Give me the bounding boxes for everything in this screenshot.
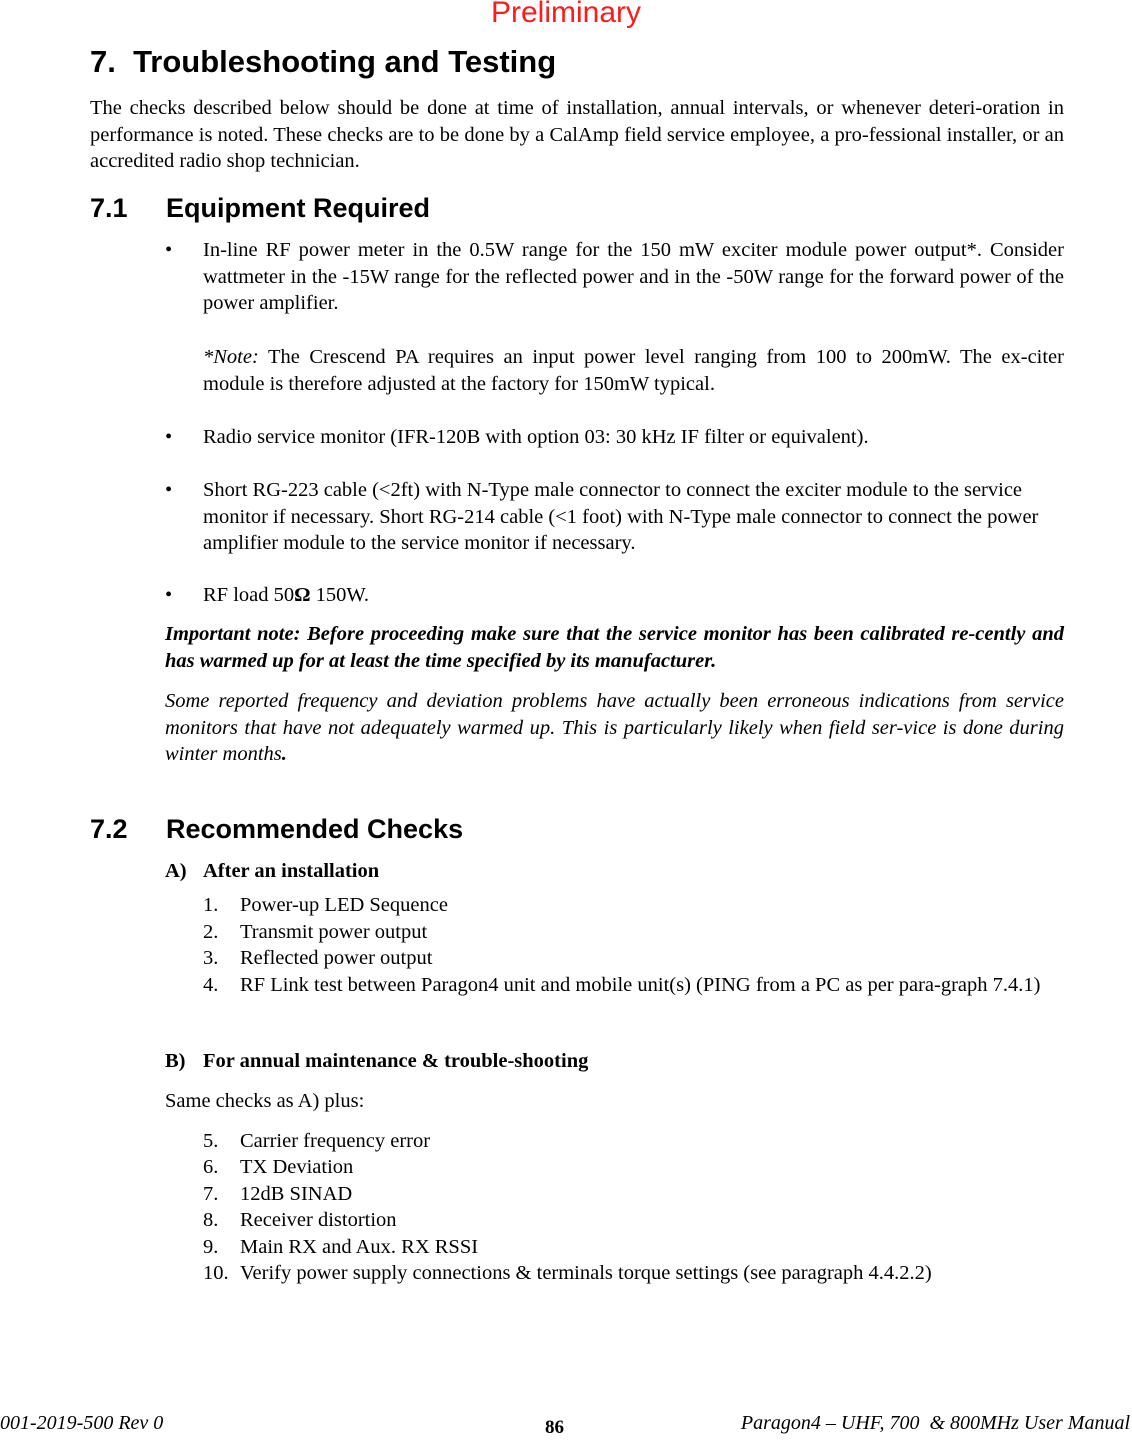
part-b-intro: Same checks as A) plus:	[165, 1090, 365, 1112]
bullet-dot-icon: •	[165, 239, 173, 261]
item-number: 7.	[203, 1183, 219, 1205]
bullet-item	[165, 582, 1064, 609]
list-item	[203, 919, 1064, 946]
bullet-text-load	[203, 582, 1064, 609]
list-item	[203, 1154, 1064, 1181]
part-title: After an installation	[203, 860, 380, 882]
bullet-dot-icon: •	[165, 584, 173, 606]
bullet-text: Radio service monitor (IFR-120B with option 03: 30 kHz IF filter or equivalent).	[203, 426, 869, 448]
ohm-symbol: Ω	[294, 584, 311, 606]
bullet-dot-icon: •	[165, 426, 173, 448]
item-number: 5.	[203, 1130, 219, 1152]
part-label: B)	[165, 1050, 186, 1072]
item-number: 2.	[203, 921, 219, 943]
item-text: Verify power supply connections & terminals torque settings (see paragraph 4.4.2.2)	[240, 1262, 932, 1284]
bullet-item	[165, 424, 1064, 451]
list-item	[203, 1128, 1064, 1155]
bullet-dot-icon: •	[165, 479, 173, 501]
bullet-item	[165, 237, 1064, 317]
item-text: RF Link test between Paragon4 unit and mobile unit(s) (PING from a PC as per para-graph 7.4.1)	[240, 974, 1041, 996]
item-number: 9.	[203, 1236, 219, 1258]
list-item	[203, 1234, 1064, 1261]
item-text: Main RX and Aux. RX RSSI	[240, 1236, 479, 1258]
item-number: 3.	[203, 947, 219, 969]
warning-paragraph	[165, 688, 1064, 768]
item-number: 4.	[203, 974, 219, 996]
bullet-text: In-line RF power meter in the 0.5W range for the 150 mW exciter module power output*. Consider wattmeter in the -15W range for the reflected power and in the -50W range for the forward power of the power amplifier.	[203, 239, 1064, 314]
item-text: Carrier frequency error	[240, 1130, 431, 1152]
note-paragraph	[203, 344, 1064, 397]
list-item	[203, 945, 1064, 972]
footer-page-number: 86	[545, 1417, 564, 1438]
item-text: TX Deviation	[240, 1156, 354, 1178]
section-title: Equipment Required	[166, 193, 431, 223]
load-rating: 150W.	[310, 584, 370, 606]
bullet-text: Short RG-223 cable (<2ft) with N-Type male connector to connect the exciter module to the service monitor if necessary. Short RG-214 cable (<1 foot) with N-Type male connector to connect the power amplifier module to the service monitor if necessary.	[203, 479, 1039, 554]
list-item	[203, 892, 1064, 919]
item-text: Receiver distortion	[240, 1209, 397, 1231]
warning-period: .	[281, 743, 287, 765]
important-note: Important note: Before proceeding make sure that the service monitor has been calibrated re-cently and has warmed up for at least the time specified by its manufacturer.	[165, 623, 1064, 672]
part-title: For annual maintenance & trouble-shooting	[203, 1050, 589, 1072]
warning-text: Some reported frequency and deviation problems have actually been erroneous indications from service monitors that have not adequately warmed up. This is particularly likely when field ser-vice is done during winter months	[165, 690, 1064, 765]
note-label: *Note:	[203, 346, 259, 368]
list-item	[203, 1260, 1064, 1287]
item-text: Reflected power output	[240, 947, 433, 969]
item-number: 6.	[203, 1156, 219, 1178]
load-label: RF load 50	[203, 584, 295, 606]
item-number: 8.	[203, 1209, 219, 1231]
list-item	[203, 972, 1064, 999]
list-item	[203, 1207, 1064, 1234]
footer-manual-title: Paragon4 – UHF, 700 & 800MHz User Manual	[740, 1412, 1130, 1434]
list-item	[203, 1181, 1064, 1208]
section-number: 7.1	[90, 193, 128, 223]
section-7-2-heading	[90, 814, 463, 845]
section-number: 7.2	[90, 814, 128, 844]
part-label: A)	[165, 860, 187, 882]
note-text: The Crescend PA requires an input power level ranging from 100 to 200mW. The ex-citer module is therefore adjusted at the factory for 150mW typical.	[203, 346, 1064, 395]
intro-paragraph: The checks described below should be done at time of installation, annual intervals, or whenever deteri-oration in performance is noted. These checks are to be done by a CalAmp field service employee, a pro-fessional installer, or an accredited radio shop technician.	[90, 97, 1064, 172]
part-b-heading	[165, 1050, 588, 1073]
part-a-heading	[165, 860, 379, 883]
bullet-item	[165, 477, 1064, 557]
item-number: 1.	[203, 894, 219, 916]
footer-doc-number: 001-2019-500 Rev 0	[0, 1412, 164, 1434]
preliminary-watermark: Preliminary	[490, 0, 642, 29]
item-text: Transmit power output	[240, 921, 428, 943]
item-text: Power-up LED Sequence	[240, 894, 448, 916]
section-title: Recommended Checks	[166, 814, 464, 844]
section-7-heading: 7. Troubleshooting and Testing	[90, 44, 557, 79]
item-text: 12dB SINAD	[240, 1183, 353, 1205]
item-number: 10.	[203, 1262, 229, 1284]
section-7-1-heading	[90, 193, 430, 224]
